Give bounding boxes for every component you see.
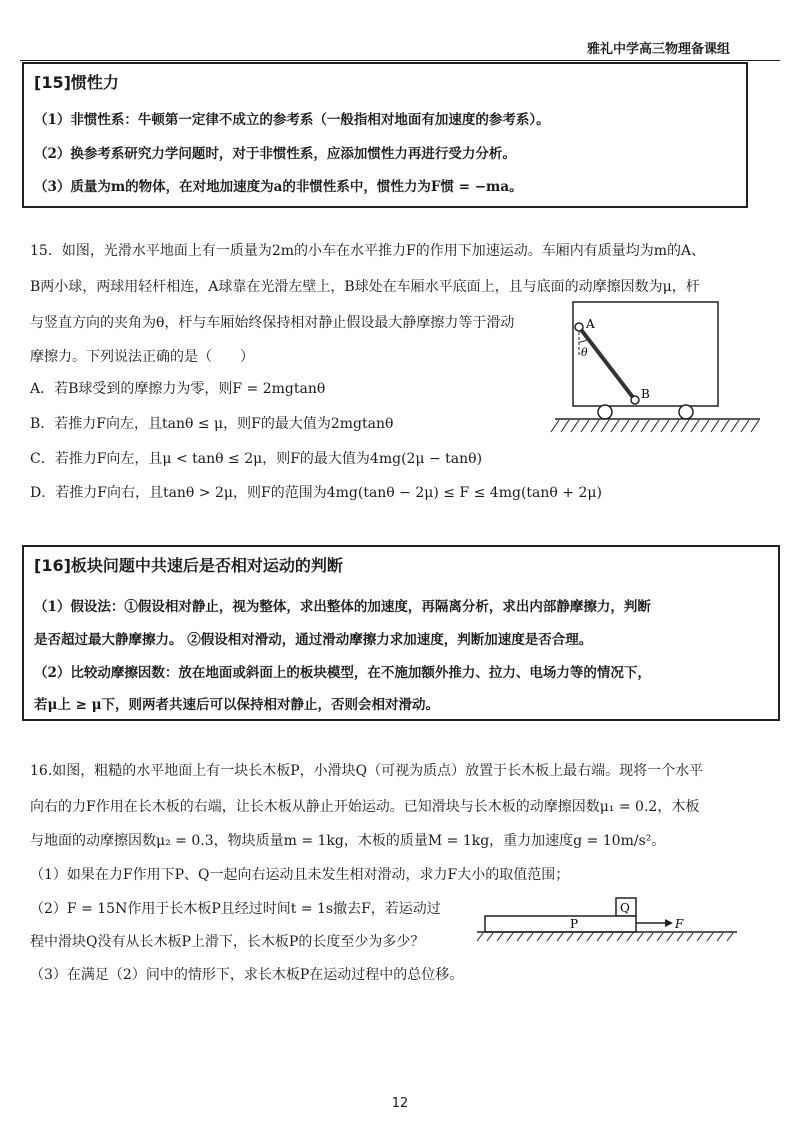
knowledge-box-15 [22, 62, 748, 208]
q15-stem-line-3: 与竖直方向的夹角为θ，杆与车厢始终保持相对静止假设最大静摩擦力等于滑动 [30, 315, 515, 331]
box-16-line-1: （1）假设法：①假设相对静止，视为整体，求出整体的加速度，再隔离分析，求出内部静摩擦力，判断 [34, 599, 651, 615]
label-a: A [586, 317, 595, 331]
label-p: P [570, 917, 579, 931]
q15-option-c: C．若推力F向左，且μ < tanθ ≤ 2μ，则F的最大值为4mg(2μ − tanθ) [30, 451, 483, 467]
cart-wheel-left [598, 405, 612, 419]
header-divider [20, 60, 780, 61]
q16-stem-line-1: 16.如图，粗糙的水平地面上有一块长木板P，小滑块Q（可视为质点）放置于长木板上最右端。现将一个水平 [30, 763, 704, 779]
box-16-line-3: （2）比较动摩擦因数：放在地面或斜面上的板块模型，在不施加额外推力、拉力、电场力等的情况下， [34, 665, 651, 681]
q16-part-3: （3）在满足（2）问中的情形下，求长木板P在运动过程中的总位移。 [30, 967, 464, 983]
label-theta: θ [581, 346, 588, 359]
q15-option-a: A．若B球受到的摩擦力为零，则F = 2mgtanθ [30, 381, 326, 397]
q15-cart-figure [545, 296, 770, 436]
knowledge-box-16 [22, 545, 780, 721]
q15-stem-line-1: 15．如图，光滑水平地面上有一质量为2m的小车在水平推力F的作用下加速运动。车厢内有质量均为m的A、 [30, 243, 706, 259]
box-15-line-2: （2）换参考系研究力学问题时，对于非惯性系，应添加惯性力再进行受力分析。 [34, 146, 516, 162]
label-f: F [675, 917, 684, 931]
ground-hatching-16 [477, 933, 733, 941]
box-16-line-2: 是否超过最大静摩擦力。 ②假设相对滑动，通过滑动摩擦力求加速度，判断加速度是否合理。 [34, 632, 593, 648]
q16-stem-line-3: 与地面的动摩擦因数μ₂ = 0.3，物块质量m = 1kg，木板的质量M = 1kg，重力加速度g = 10m/s²。 [30, 833, 666, 849]
box-15-title: [15]惯性力 [34, 73, 119, 92]
box-16-title: [16]板块问题中共速后是否相对运动的判断 [34, 556, 343, 575]
q15-stem-line-2: B两小球，两球用轻杆相连，A球靠在光滑左壁上，B球处在车厢水平底面上，且与底面的动摩擦因数为μ，杆 [30, 279, 700, 295]
box-16-line-4: 若μ上 ≥ μ下，则两者共速后可以保持相对静止，否则会相对滑动。 [34, 697, 439, 713]
ball-b [631, 396, 639, 404]
light-rod [579, 327, 635, 400]
q15-option-b: B．若推力F向左，且tanθ ≤ μ，则F的最大值为2mgtanθ [30, 416, 394, 432]
q15-option-d: D．若推力F向右，且tanθ > 2μ，则F的范围为4mg(tanθ − 2μ) ≤ F ≤ 4mg(tanθ + 2μ) [30, 485, 602, 501]
q16-part-1: （1）如果在力F作用下P、Q一起向右运动且未发生相对滑动，求力F大小的取值范围； [30, 867, 570, 883]
force-arrowhead [665, 919, 673, 927]
q15-stem-line-4: 摩擦力。下列说法正确的是（ ） [30, 349, 254, 365]
board-p [485, 916, 636, 932]
q16-board-figure [475, 892, 740, 942]
cart-wheel-right [679, 405, 693, 419]
label-q: Q [620, 901, 630, 915]
ground-hatching [551, 420, 759, 432]
q16-part-2: （2）F = 15N作用于长木板P且经过时间t = 1s撤去F，若运动过 [30, 901, 441, 917]
header-title: 雅礼中学高三物理备课组 [586, 42, 730, 57]
ball-a [575, 323, 583, 331]
box-15-line-3: （3）质量为m的物体，在对地加速度为a的非惯性系中，惯性力为F惯 = −ma。 [34, 179, 523, 195]
angle-arc [579, 339, 588, 342]
label-b: B [641, 387, 650, 401]
q16-stem-line-2: 向右的力F作用在长木板的右端，让长木板从静止开始运动。已知滑块与长木板的动摩擦因数μ₁ = 0.2，木板 [30, 799, 700, 815]
box-15-line-1: （1）非惯性系：牛顿第一定律不成立的参考系（一般指相对地面有加速度的参考系）。 [34, 112, 550, 128]
page-number: 12 [391, 1096, 409, 1111]
q16-part-2-cont: 程中滑块Q没有从长木板P上滑下，长木板P的长度至少为多少？ [30, 934, 425, 950]
